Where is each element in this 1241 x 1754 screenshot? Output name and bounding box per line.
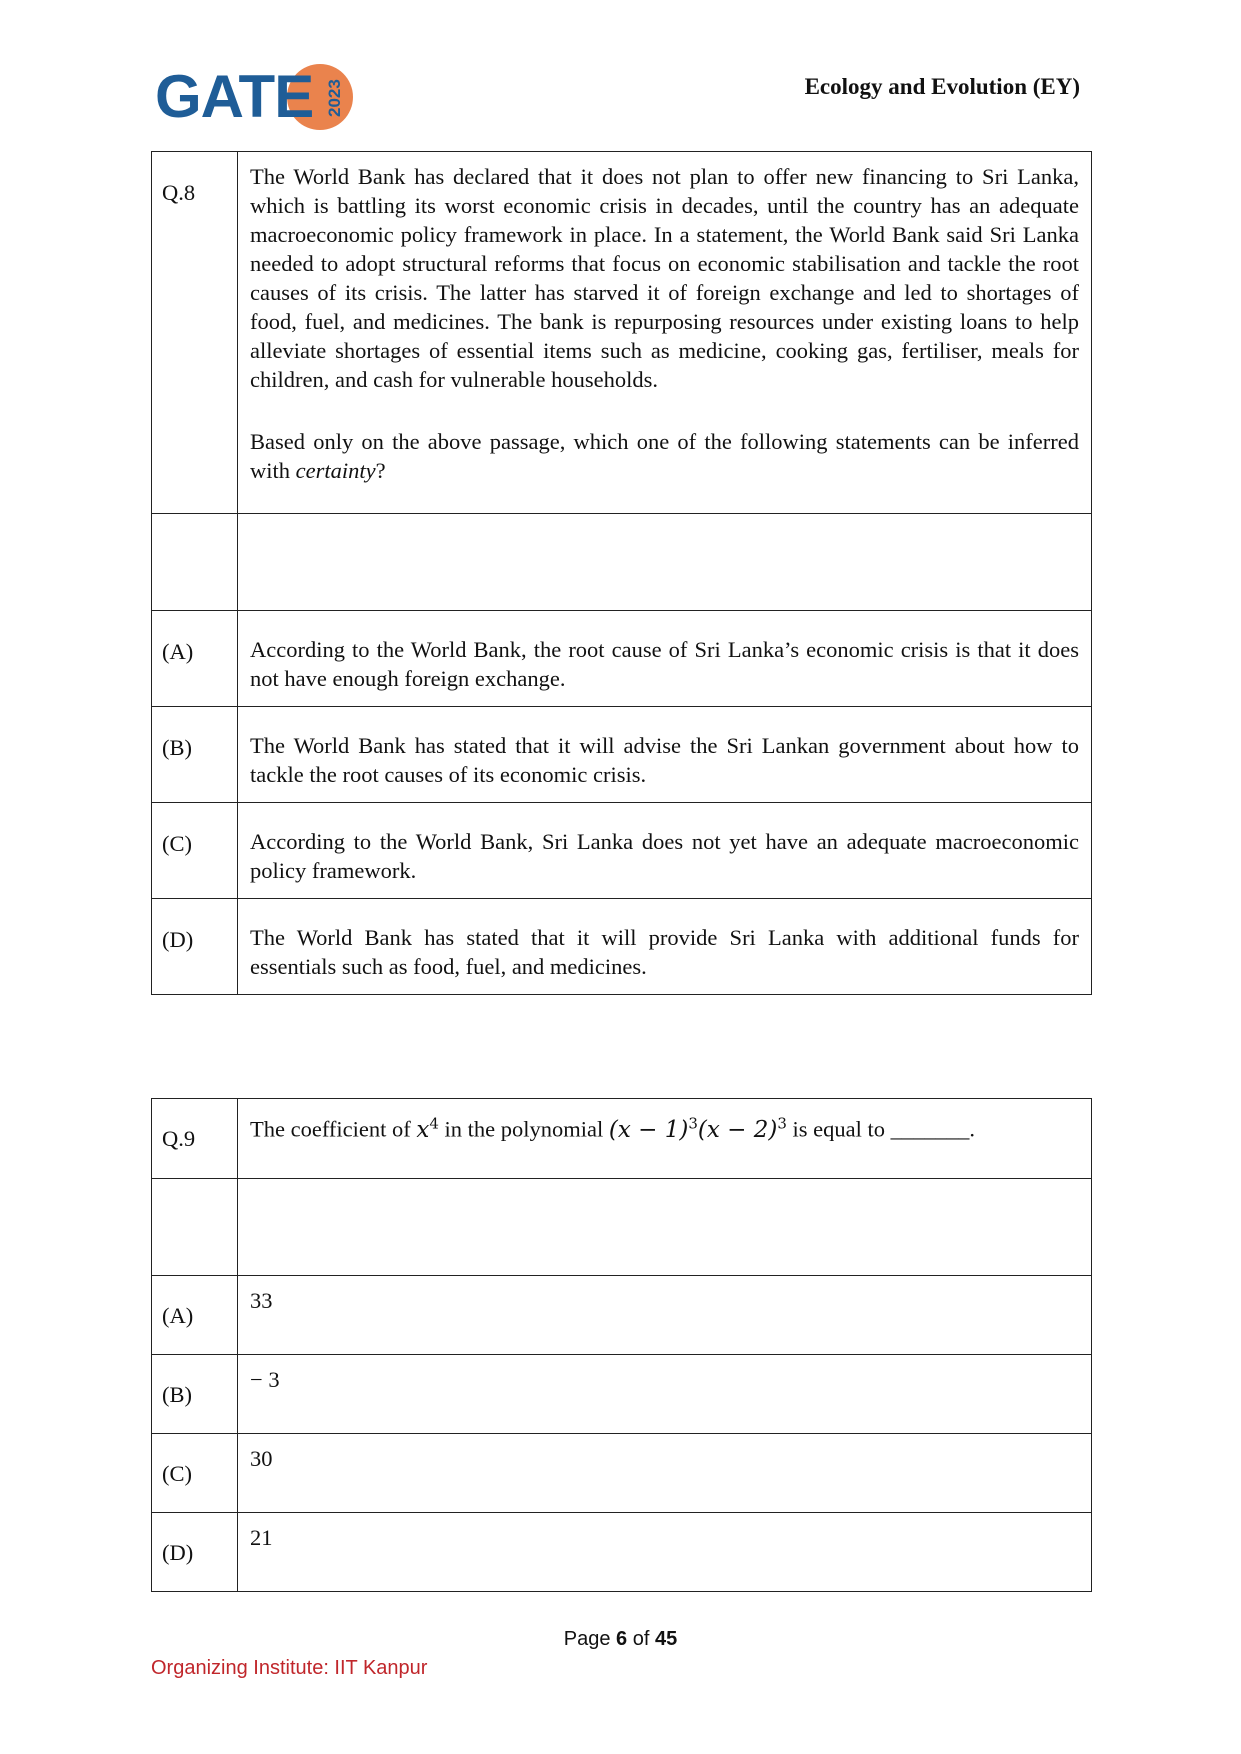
blank-row (152, 514, 1092, 611)
option-row-b[interactable] (152, 1355, 1092, 1434)
option-row-c[interactable] (152, 803, 1092, 899)
question-8-table (151, 151, 1092, 995)
option-label: (B) (152, 1355, 238, 1434)
option-text: − 3 (238, 1355, 1092, 1434)
option-text: The World Bank has stated that it will advise the Sri Lankan government about how to tackle the root causes of its economic crisis. (238, 707, 1092, 803)
logo-text: GATE (155, 63, 314, 130)
option-label: (B) (152, 707, 238, 803)
option-row-a[interactable] (152, 611, 1092, 707)
math-term: $x^4$ (416, 1114, 439, 1143)
question-body (238, 152, 1092, 514)
question-body: The coefficient of $x^4$ in the polynomial $(x - 1)^3(x - 2)^3$ is equal to _______. (238, 1099, 1092, 1179)
option-row-d[interactable] (152, 899, 1092, 995)
question-number: Q.9 (152, 1099, 238, 1179)
option-text: 33 (238, 1276, 1092, 1355)
option-label: (A) (152, 1276, 238, 1355)
question-row (152, 1099, 1092, 1179)
question-number: Q.8 (152, 152, 238, 514)
option-text: The World Bank has stated that it will provide Sri Lanka with additional funds for essentials such as food, fuel, and medicines. (238, 899, 1092, 995)
logo-year: 2023 (325, 79, 344, 117)
blank-row (152, 1179, 1092, 1276)
option-text: 30 (238, 1434, 1092, 1513)
option-label: (C) (152, 1434, 238, 1513)
option-label: (D) (152, 899, 238, 995)
subject-title: Ecology and Evolution (EY) (804, 74, 1080, 99)
question-9-table (151, 1098, 1092, 1592)
emphasis-text: certainty (295, 458, 376, 483)
option-label: (A) (152, 611, 238, 707)
page-number: Page 6 of 45 (563, 1628, 678, 1650)
option-label: (D) (152, 1513, 238, 1592)
option-text: According to the World Bank, Sri Lanka does not yet have an adequate macroeconomic policy framework. (238, 803, 1092, 899)
option-text: According to the World Bank, the root cause of Sri Lanka’s economic crisis is that it does not have enough foreign exchange. (238, 611, 1092, 707)
option-row-a[interactable] (152, 1276, 1092, 1355)
option-row-d[interactable] (152, 1513, 1092, 1592)
polynomial-expression: $(x - 1)^3(x - 2)^3$ (608, 1114, 787, 1143)
option-row-c[interactable] (152, 1434, 1092, 1513)
question-prompt: Based only on the above passage, which one of the following statements can be inferred with certainty? (250, 429, 1079, 483)
passage-text: The World Bank has declared that it does not plan to offer new financing to Sri Lanka, which is battling its worst economic crisis in decades, until the country has an adequate macroeconomic policy framework in place. In a statement, the World Bank said Sri Lanka needed to adopt structural reforms that focus on economic stabilisation and tackle the root causes of its crisis. The latter has starved it of foreign exchange and led to shortages of food, fuel, and medicines. The bank is repurposing resources under existing loans to help alleviate shortages of essential items such as medicine, cooking gas, fertiliser, meals for children, and cash for vulnerable households. (250, 164, 1079, 392)
organizing-institute: Organizing Institute: IIT Kanpur (151, 1657, 428, 1679)
option-row-b[interactable] (152, 707, 1092, 803)
question-row (152, 152, 1092, 514)
gate-logo (155, 62, 355, 132)
option-text: 21 (238, 1513, 1092, 1592)
option-label: (C) (152, 803, 238, 899)
